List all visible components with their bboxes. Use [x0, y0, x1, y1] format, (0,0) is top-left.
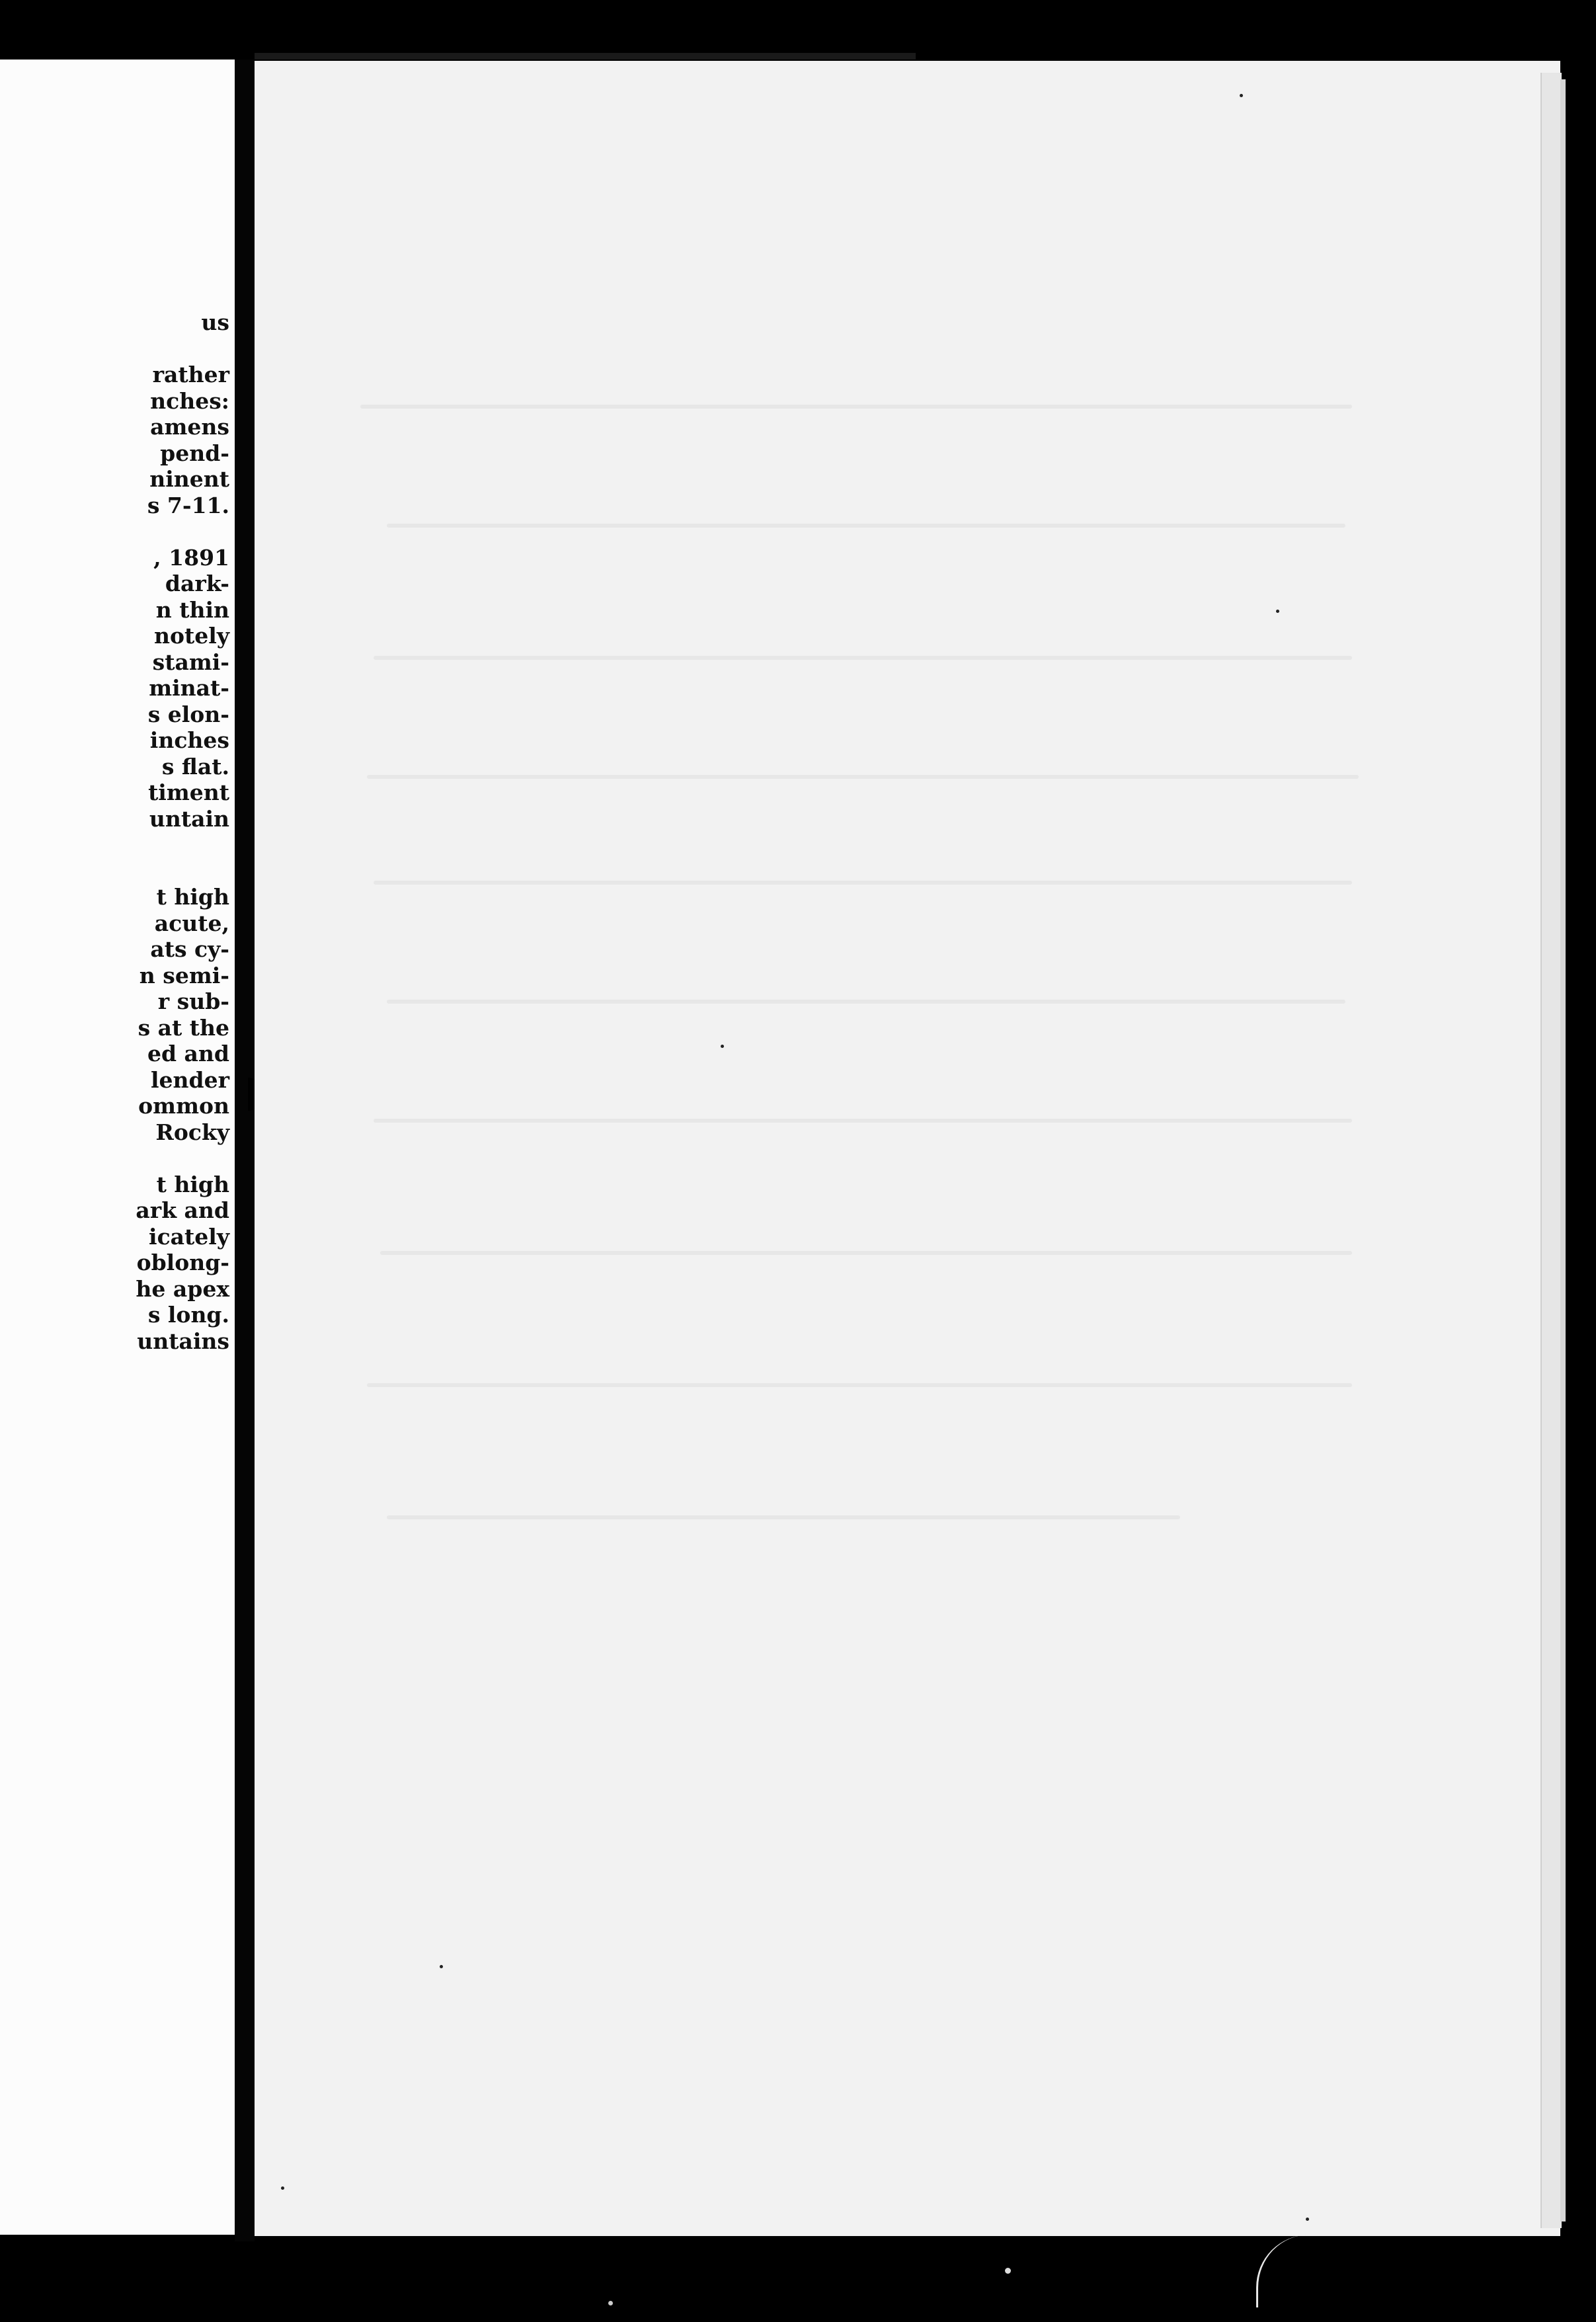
page-edge-layer	[1540, 73, 1562, 2228]
text-line: untain	[149, 805, 229, 832]
text-line: timent	[148, 780, 229, 805]
text-line: , 1891	[153, 544, 229, 571]
dust-speck	[1276, 610, 1279, 613]
dust-speck	[281, 2186, 284, 2190]
dust-speck	[440, 1965, 443, 1968]
text-line: lender	[151, 1066, 229, 1093]
text-line: stami-	[152, 649, 229, 675]
text-line	[11, 336, 229, 362]
text-line: s at the	[138, 1014, 229, 1041]
dust-speck	[1240, 94, 1243, 97]
text-line	[11, 858, 229, 885]
right-page-blank	[255, 61, 1560, 2236]
bleed-through-line	[387, 1515, 1180, 1519]
left-page-fragment	[0, 60, 235, 2235]
bleed-through-line	[374, 881, 1352, 885]
page-curl-mark	[1256, 2235, 1337, 2307]
bleed-through-line	[380, 1251, 1352, 1255]
text-line: ats cy-	[150, 936, 229, 962]
text-line: t high	[156, 884, 229, 910]
text-line: ninent	[149, 466, 229, 492]
text-line: amens	[150, 414, 229, 440]
page-edge-layer	[1560, 79, 1566, 2222]
text-line: he apex	[136, 1275, 229, 1302]
text-line: untains	[137, 1328, 229, 1354]
bleed-through-line	[374, 1119, 1352, 1123]
text-line: acute,	[154, 910, 229, 936]
text-line: icately	[149, 1223, 229, 1250]
bleed-through-line	[387, 1000, 1345, 1004]
bleed-through-line	[374, 656, 1352, 660]
text-line: us	[201, 309, 229, 335]
text-line: oblong-	[136, 1250, 229, 1275]
text-line: ark and	[136, 1197, 229, 1223]
text-line: ommon	[138, 1093, 229, 1119]
dust-speck	[1005, 2268, 1011, 2274]
text-line: dark-	[165, 571, 229, 596]
text-line: rather	[152, 362, 229, 387]
text-line: t high	[156, 1171, 229, 1197]
text-line: s 7-11.	[147, 492, 229, 518]
left-page-text-column	[11, 309, 229, 1354]
text-line: n semi-	[139, 962, 229, 988]
scan-top-shadow	[255, 53, 916, 60]
text-line: s elon-	[147, 701, 229, 727]
text-line: minat-	[149, 675, 229, 701]
book-gutter	[235, 60, 255, 2241]
text-line	[11, 832, 229, 858]
dust-speck	[1306, 2218, 1309, 2221]
bleed-through-line	[367, 1383, 1352, 1387]
text-line: nches:	[150, 387, 229, 414]
dust-speck	[608, 2301, 613, 2305]
text-line: n thin	[155, 596, 229, 623]
dust-speck	[721, 1045, 724, 1048]
text-line: r sub-	[157, 988, 229, 1014]
text-line: Rocky	[155, 1119, 229, 1145]
text-line	[11, 1145, 229, 1172]
text-line: s long.	[147, 1302, 229, 1328]
bleed-through-line	[360, 405, 1352, 409]
text-line	[11, 518, 229, 545]
bleed-through-line	[367, 775, 1359, 779]
text-line: ed and	[147, 1041, 229, 1066]
text-line: notely	[154, 623, 229, 649]
bleed-through-line	[387, 524, 1345, 528]
text-line: pend-	[160, 440, 229, 466]
text-line: inches	[149, 727, 229, 753]
text-line: s flat.	[161, 753, 229, 780]
